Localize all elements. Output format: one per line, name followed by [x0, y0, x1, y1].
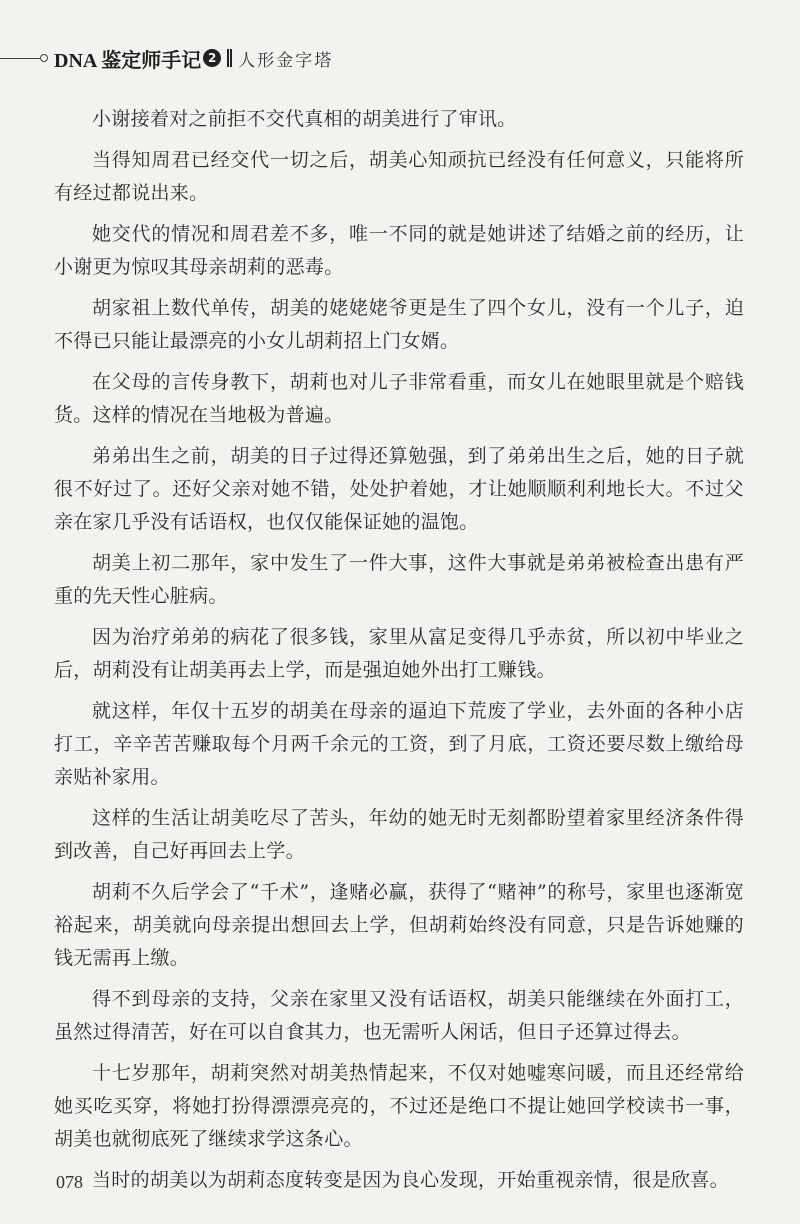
- paragraph: 得不到母亲的支持，父亲在家里又没有话语权，胡美只能继续在外面打工，虽然过得清苦，好在可以自食其力，也无需听人闲话，但日子还算过得去。: [54, 988, 744, 1043]
- paragraph: 十七岁那年，胡莉突然对胡美热情起来，不仅对她嘘寒问暖，而且还经常给她买吃买穿，将她打扮得漂漂亮亮的，不过还是绝口不提让她回学校读书一事，胡美也就彻底死了继续求学这条心。: [54, 1062, 744, 1150]
- volume-badge: 2: [203, 49, 221, 67]
- header-rule: [0, 58, 40, 59]
- running-header: [0, 44, 333, 72]
- paragraph: 胡莉不久后学会了“千术”，逢赌必赢，获得了“赌神”的称号，家里也逐渐宽裕起来，胡美就向母亲提出想回去上学，但胡莉始终没有同意，只是告诉她赚的钱无需再上缴。: [54, 881, 744, 969]
- book-series-title: DNA 鉴定师手记: [54, 49, 202, 72]
- paragraph: 她交代的情况和周君差不多，唯一不同的就是她讲述了结婚之前的经历，让小谢更为惊叹其母亲胡莉的恶毒。: [54, 223, 744, 278]
- paragraph: 胡家祖上数代单传，胡美的姥姥姥爷更是生了四个女儿，没有一个儿子，迫不得已只能让最漂亮的小女儿胡莉招上门女婿。: [54, 297, 744, 352]
- paragraph: 因为治疗弟弟的病花了很多钱，家里从富足变得几乎赤贫，所以初中毕业之后，胡莉没有让胡美再去上学，而是强迫她外出打工赚钱。: [54, 626, 744, 681]
- paragraph: 弟弟出生之前，胡美的日子过得还算勉强，到了弟弟出生之后，她的日子就很不好过了。还好父亲对她不错，处处护着她，才让她顺顺利利地长大。不过父亲在家几乎没有话语权，也仅仅能保证她的温饱。: [54, 445, 744, 533]
- page-body: [54, 103, 744, 1205]
- paragraph: 就这样，年仅十五岁的胡美在母亲的逼迫下荒废了学业，去外面的各种小店打工，辛辛苦苦赚取每个月两千余元的工资，到了月底，工资还要尽数上缴给母亲贴补家用。: [54, 700, 744, 788]
- book-subtitle: 人形金字塔: [238, 50, 334, 71]
- paragraph: 当得知周君已经交代一切之后，胡美心知顽抗已经没有任何意义，只能将所有经过都说出来。: [54, 149, 744, 204]
- paragraph: 小谢接着对之前拒不交代真相的胡美进行了审讯。: [92, 108, 517, 130]
- paragraph: 在父母的言传身教下，胡莉也对儿子非常看重，而女儿在她眼里就是个赔钱货。这样的情况在当地极为普遍。: [54, 371, 744, 426]
- header-separator: [227, 49, 232, 67]
- paragraph: 胡美上初二那年，家中发生了一件大事，这件大事就是弟弟被检查出患有严重的先天性心脏病。: [54, 552, 744, 607]
- paragraph: 当时的胡美以为胡莉态度转变是因为良心发现，开始重视亲情，很是欣喜。: [92, 1169, 729, 1191]
- header-circle-ornament: [40, 54, 48, 62]
- paragraph: 这样的生活让胡美吃尽了苦头，年幼的她无时无刻都盼望着家里经济条件得到改善，自己好再回去上学。: [54, 807, 744, 862]
- page-number: 078: [56, 1172, 83, 1192]
